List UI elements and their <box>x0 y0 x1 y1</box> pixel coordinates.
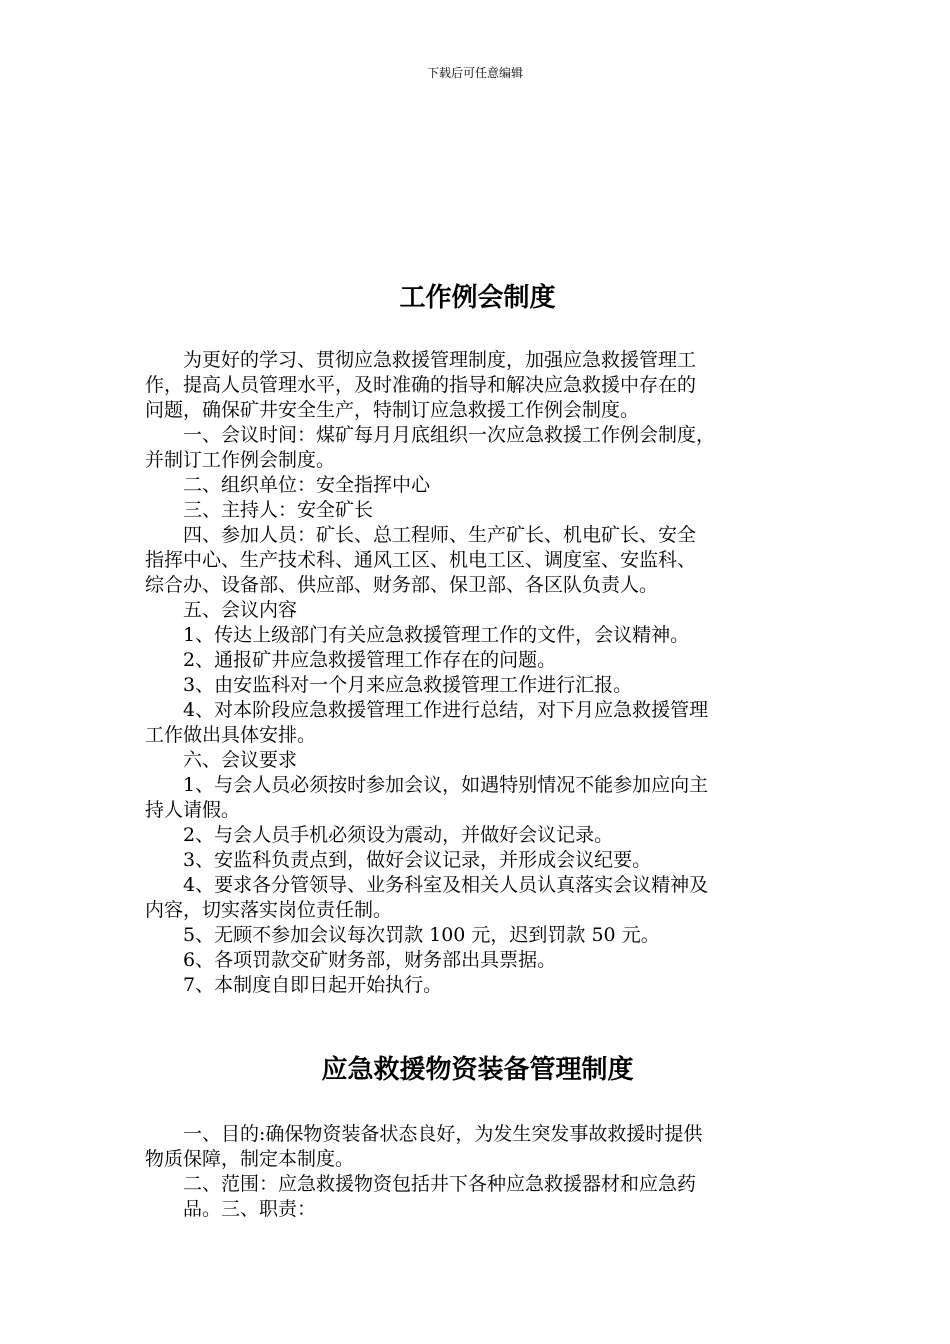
paragraph-line: 内容，切实落实岗位责任制。 <box>145 899 393 921</box>
paragraph-line: 并制订工作例会制度。 <box>145 449 336 471</box>
paragraph-line: 作，提高人员管理水平，及时准确的指导和解决应急救援中存在的 <box>145 374 697 396</box>
section-work-meeting <box>145 282 810 314</box>
paragraph-line: 3、由安监科对一个月来应急救援管理工作进行汇报。 <box>183 674 633 696</box>
paragraph-line: 五、会议内容 <box>183 599 298 621</box>
paragraph-line: 二、组织单位：安全指挥中心 <box>183 474 431 496</box>
paragraph-line: 2、与会人员手机必须设为震动，并做好会议记录。 <box>183 824 614 846</box>
paragraph-line: 六、会议要求 <box>183 749 298 771</box>
section-emergency-supplies <box>145 1054 810 1086</box>
paragraph-line: 三、主持人：安全矿长 <box>183 499 374 521</box>
paragraph-line: 3、安监科负责点到，做好会议记录，并形成会议纪要。 <box>183 849 652 871</box>
paragraph-line: 四、参加人员：矿长、总工程师、生产矿长、机电矿长、安全 <box>183 524 697 546</box>
paragraph-line: 5、无顾不参加会议每次罚款 100 元，迟到罚款 50 元。 <box>183 924 660 946</box>
paragraph-line: 问题，确保矿井安全生产，特制订应急救援工作例会制度。 <box>145 399 640 421</box>
paragraph-line: 7、本制度自即日起开始执行。 <box>183 974 443 996</box>
paragraph-line: 指挥中心、生产技术科、通风工区、机电工区、调度室、安监科、 <box>145 549 697 571</box>
paragraph-line: 一、会议时间：煤矿每月月底组织一次应急救援工作例会制度， <box>183 424 716 446</box>
paragraph-line: 物质保障，制定本制度。 <box>145 1148 355 1170</box>
section-emergency-supplies-body <box>145 1122 810 1222</box>
section-title: 工作例会制度 <box>399 283 556 313</box>
paragraph-line: 1、与会人员必须按时参加会议，如遇特别情况不能参加应向主 <box>183 774 709 796</box>
paragraph-line: 持人请假。 <box>145 799 241 821</box>
header-note: 下载后可任意编辑 <box>426 66 523 80</box>
paragraph-line: 为更好的学习、贯彻应急救援管理制度，加强应急救援管理工 <box>183 349 697 371</box>
paragraph-line: 工作做出具体安排。 <box>145 724 317 746</box>
paragraph-line: 2、通报矿井应急救援管理工作存在的问题。 <box>183 649 557 671</box>
paragraph-line: 6、各项罚款交矿财务部，财务部出具票据。 <box>183 949 557 971</box>
paragraph-line: 综合办、设备部、供应部、财务部、保卫部、各区队负责人。 <box>145 574 659 596</box>
paragraph-line: 品。三、职责： <box>183 1198 317 1220</box>
paragraph-line: 1、传达上级部门有关应急救援管理工作的文件，会议精神。 <box>183 624 690 646</box>
section-title: 应急救援物资装备管理制度 <box>321 1055 634 1085</box>
paragraph-line: 4、对本阶段应急救援管理工作进行总结，对下月应急救援管理 <box>183 699 709 721</box>
paragraph-line: 二、范围：应急救援物资包括井下各种应急救援器材和应急药 <box>183 1173 697 1195</box>
section-work-meeting-body <box>145 348 810 998</box>
paragraph-line: 一、目的:确保物资装备状态良好，为发生突发事故救援时提供 <box>183 1123 703 1145</box>
paragraph-line: 4、要求各分管领导、业务科室及相关人员认真落实会议精神及 <box>183 874 709 896</box>
